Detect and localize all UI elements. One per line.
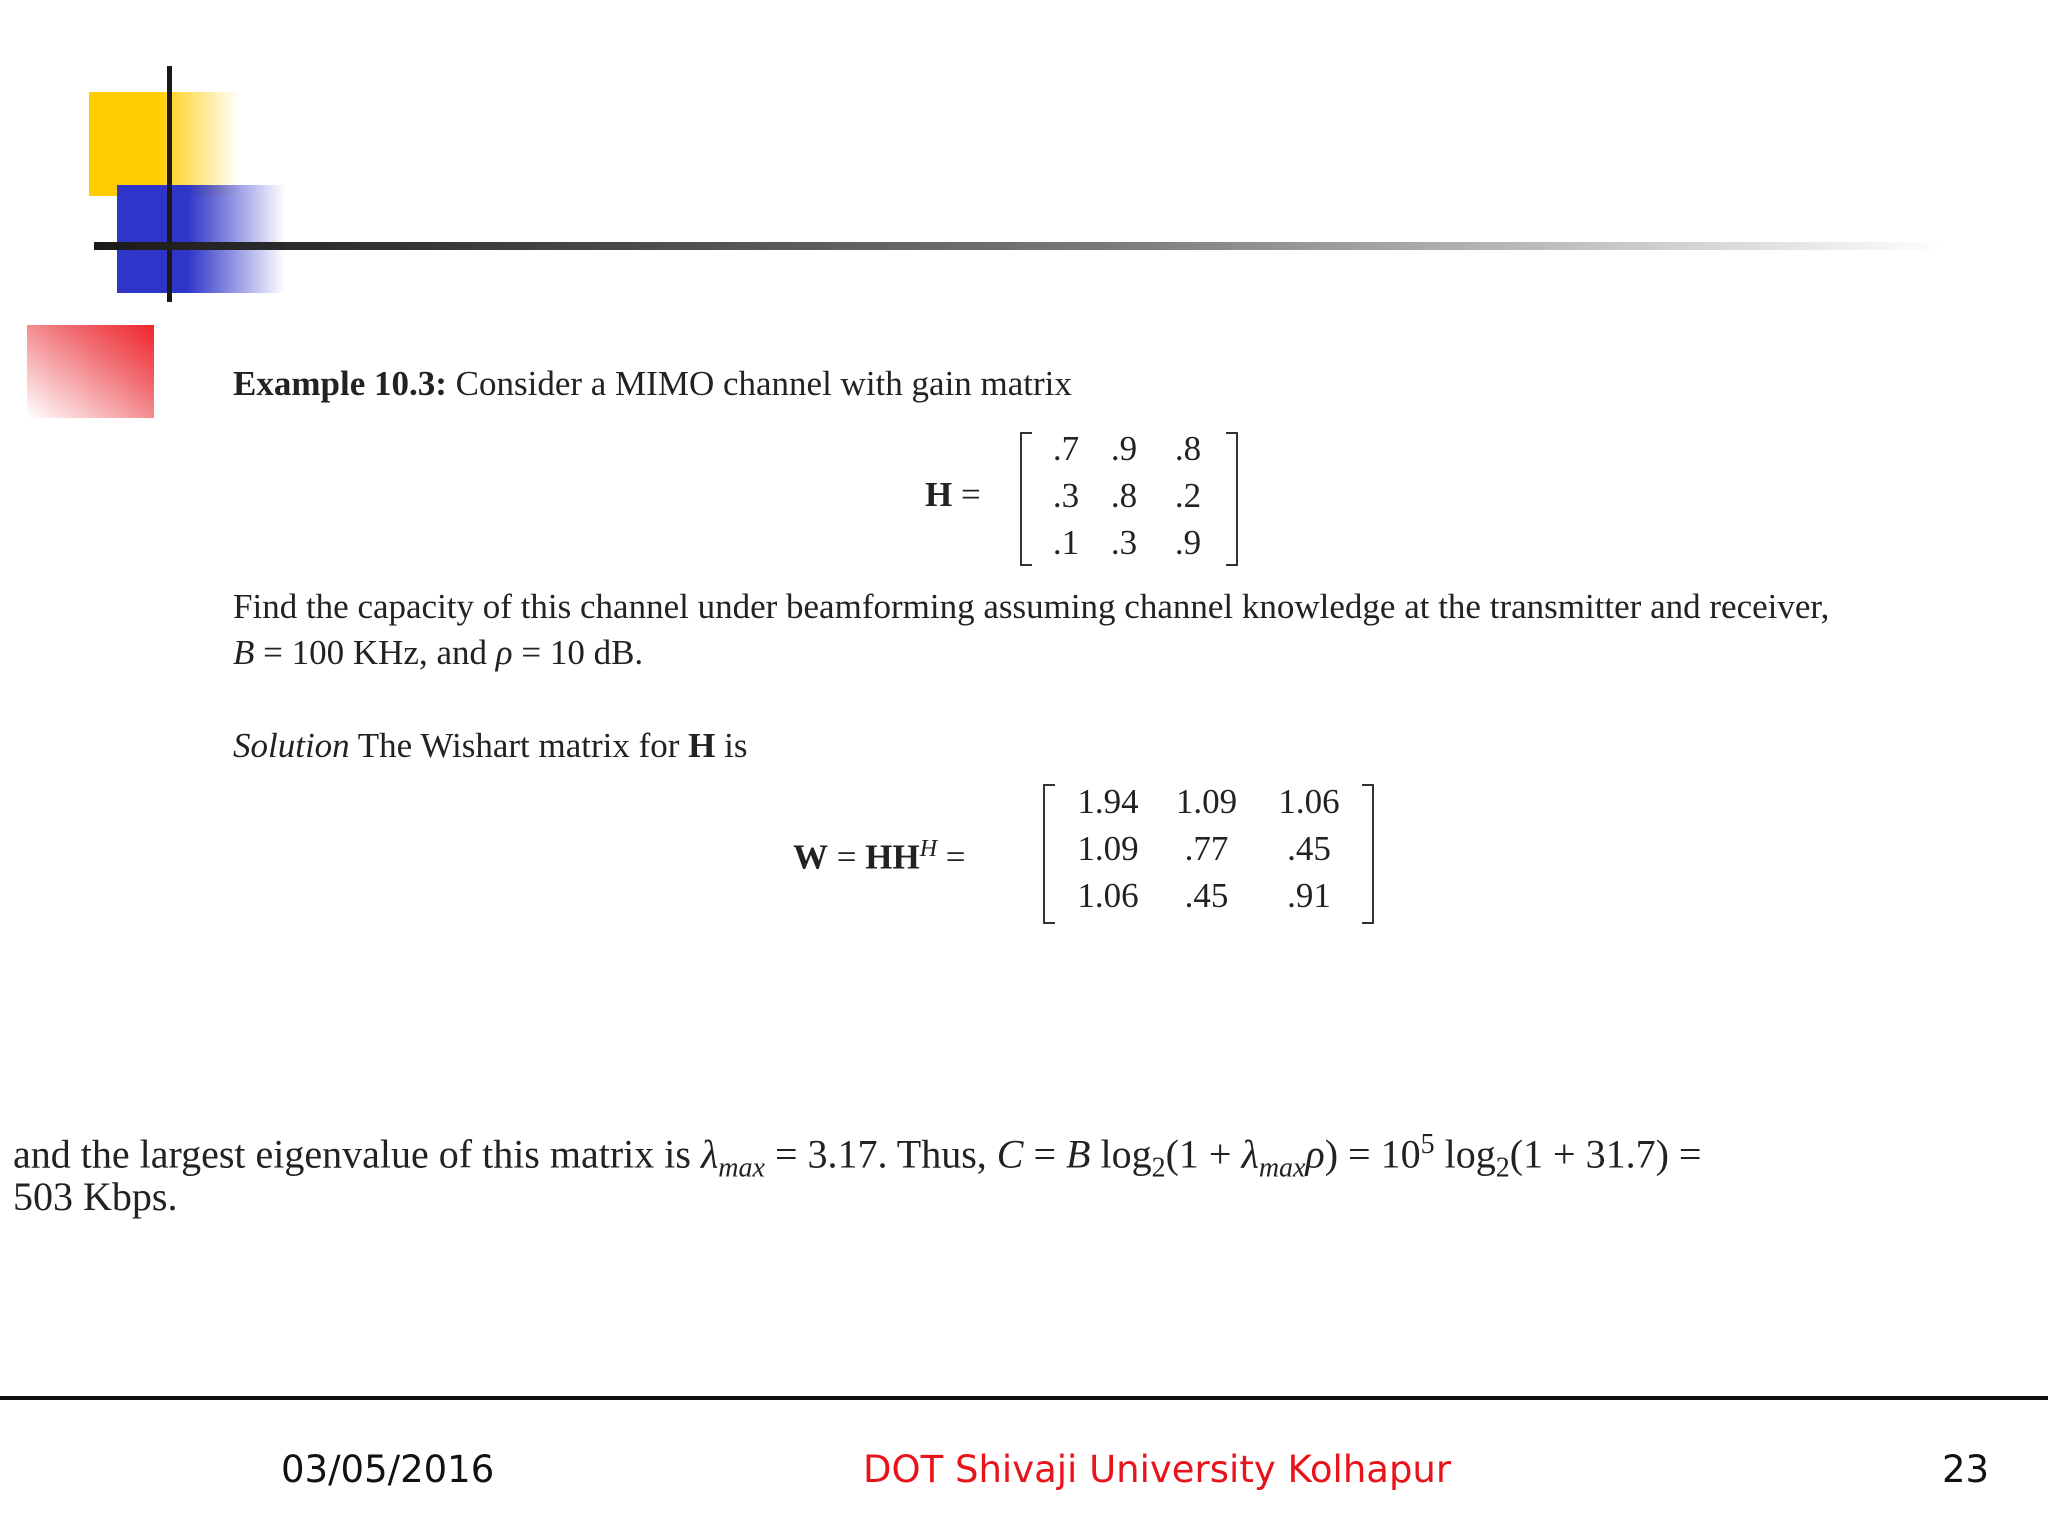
solution-text-a: The Wishart matrix for	[349, 726, 689, 765]
footer-title: DOT Shivaji University Kolhapur	[863, 1448, 1452, 1491]
matrix-cell: 1.06	[1278, 782, 1340, 821]
matrix-h-symbol: H	[925, 475, 953, 514]
bandwidth-symbol: B	[233, 633, 255, 672]
power-superscript: 5	[1420, 1129, 1435, 1160]
solution-h-symbol: H	[688, 726, 716, 765]
lambda-symbol-2: λ	[1241, 1131, 1259, 1177]
log-base-subscript-2: 2	[1495, 1152, 1510, 1184]
matrix-h-equals: =	[960, 475, 981, 514]
log-text: log	[1090, 1131, 1152, 1177]
bandwidth-value: = 100 KHz, and	[254, 633, 496, 672]
lambda-max-subscript-2: max	[1258, 1152, 1306, 1184]
matrix-w-right-bracket	[1362, 784, 1374, 924]
matrix-cell: .91	[1287, 876, 1331, 915]
header-decoration-vertical-line	[167, 66, 172, 302]
matrix-cell: 1.06	[1077, 876, 1139, 915]
matrix-cell: .7	[1052, 429, 1080, 468]
footer-date: 03/05/2016	[281, 1448, 495, 1491]
result-text-6: ) = 10	[1324, 1131, 1421, 1177]
matrix-h-left-bracket	[1020, 432, 1032, 566]
matrix-cell: 1.09	[1175, 782, 1238, 821]
matrix-cell: .3	[1110, 523, 1138, 562]
hermitian-superscript: H	[919, 836, 938, 862]
example-label: Example 10.3:	[233, 364, 447, 403]
footer-page-number: 23	[1942, 1448, 1990, 1491]
result-text-3: =	[1023, 1131, 1067, 1177]
snr-symbol: ρ	[495, 633, 513, 672]
rho-symbol: ρ	[1305, 1131, 1325, 1177]
example-intro	[233, 362, 1072, 406]
header-decoration-yellow-square	[89, 92, 239, 196]
header-decoration-horizontal-line	[94, 242, 1944, 250]
result-line-1	[13, 1118, 1701, 1194]
example-intro-text: Consider a MIMO channel with gain matrix	[455, 364, 1072, 403]
result-line-2: 503 Kbps.	[13, 1174, 178, 1219]
matrix-cell: .9	[1110, 429, 1138, 468]
lambda-symbol: λ	[700, 1131, 719, 1177]
matrix-cell: .45	[1287, 829, 1331, 868]
matrix-w-hh: HH	[865, 837, 920, 877]
bandwidth-symbol: B	[1066, 1131, 1091, 1177]
result-text-1: and the largest eigenvalue of this matrix is	[13, 1131, 701, 1177]
matrix-cell: .8	[1110, 476, 1138, 515]
log-text-2: log	[1434, 1131, 1496, 1177]
matrix-w-lhs	[793, 827, 966, 880]
footer-divider	[0, 1396, 2048, 1400]
capacity-symbol: C	[996, 1131, 1024, 1177]
problem-line-2	[233, 631, 643, 675]
matrix-cell: 1.94	[1077, 782, 1139, 821]
matrix-cell: .77	[1184, 829, 1229, 868]
matrix-w-left-bracket	[1043, 784, 1055, 924]
result-text-2: = 3.17. Thus,	[764, 1131, 997, 1177]
matrix-cell: .45	[1184, 876, 1229, 915]
matrix-cell: .8	[1174, 429, 1202, 468]
header-decoration-blue-square	[117, 185, 285, 293]
snr-value: = 10 dB.	[512, 633, 644, 672]
lambda-max-subscript: max	[718, 1152, 765, 1184]
matrix-cell: .1	[1052, 523, 1080, 562]
matrix-cell: .3	[1052, 476, 1080, 515]
result-text-8: (1 + 31.7) =	[1509, 1131, 1702, 1177]
matrix-h-lhs	[925, 473, 981, 517]
matrix-w-grid	[1062, 778, 1359, 919]
problem-line-1: Find the capacity of this channel under beamforming assuming channel knowledge at the transmitter and receiver,	[233, 587, 1830, 626]
matrix-w-equals-2: =	[937, 837, 966, 877]
solution-line	[233, 724, 748, 768]
matrix-cell: .2	[1174, 476, 1202, 515]
matrix-w-equals-1: =	[828, 837, 866, 877]
bullet-decoration-red-square	[27, 325, 154, 418]
result-text-5: (1 +	[1165, 1131, 1242, 1177]
log-base-subscript: 2	[1151, 1152, 1166, 1184]
matrix-w-symbol: W	[793, 837, 828, 877]
matrix-cell: 1.09	[1077, 829, 1139, 868]
matrix-cell: .9	[1174, 523, 1202, 562]
matrix-h-grid	[1040, 425, 1220, 566]
solution-label: Solution	[233, 726, 350, 765]
matrix-h-right-bracket	[1226, 432, 1238, 566]
solution-text-b: is	[715, 726, 748, 765]
